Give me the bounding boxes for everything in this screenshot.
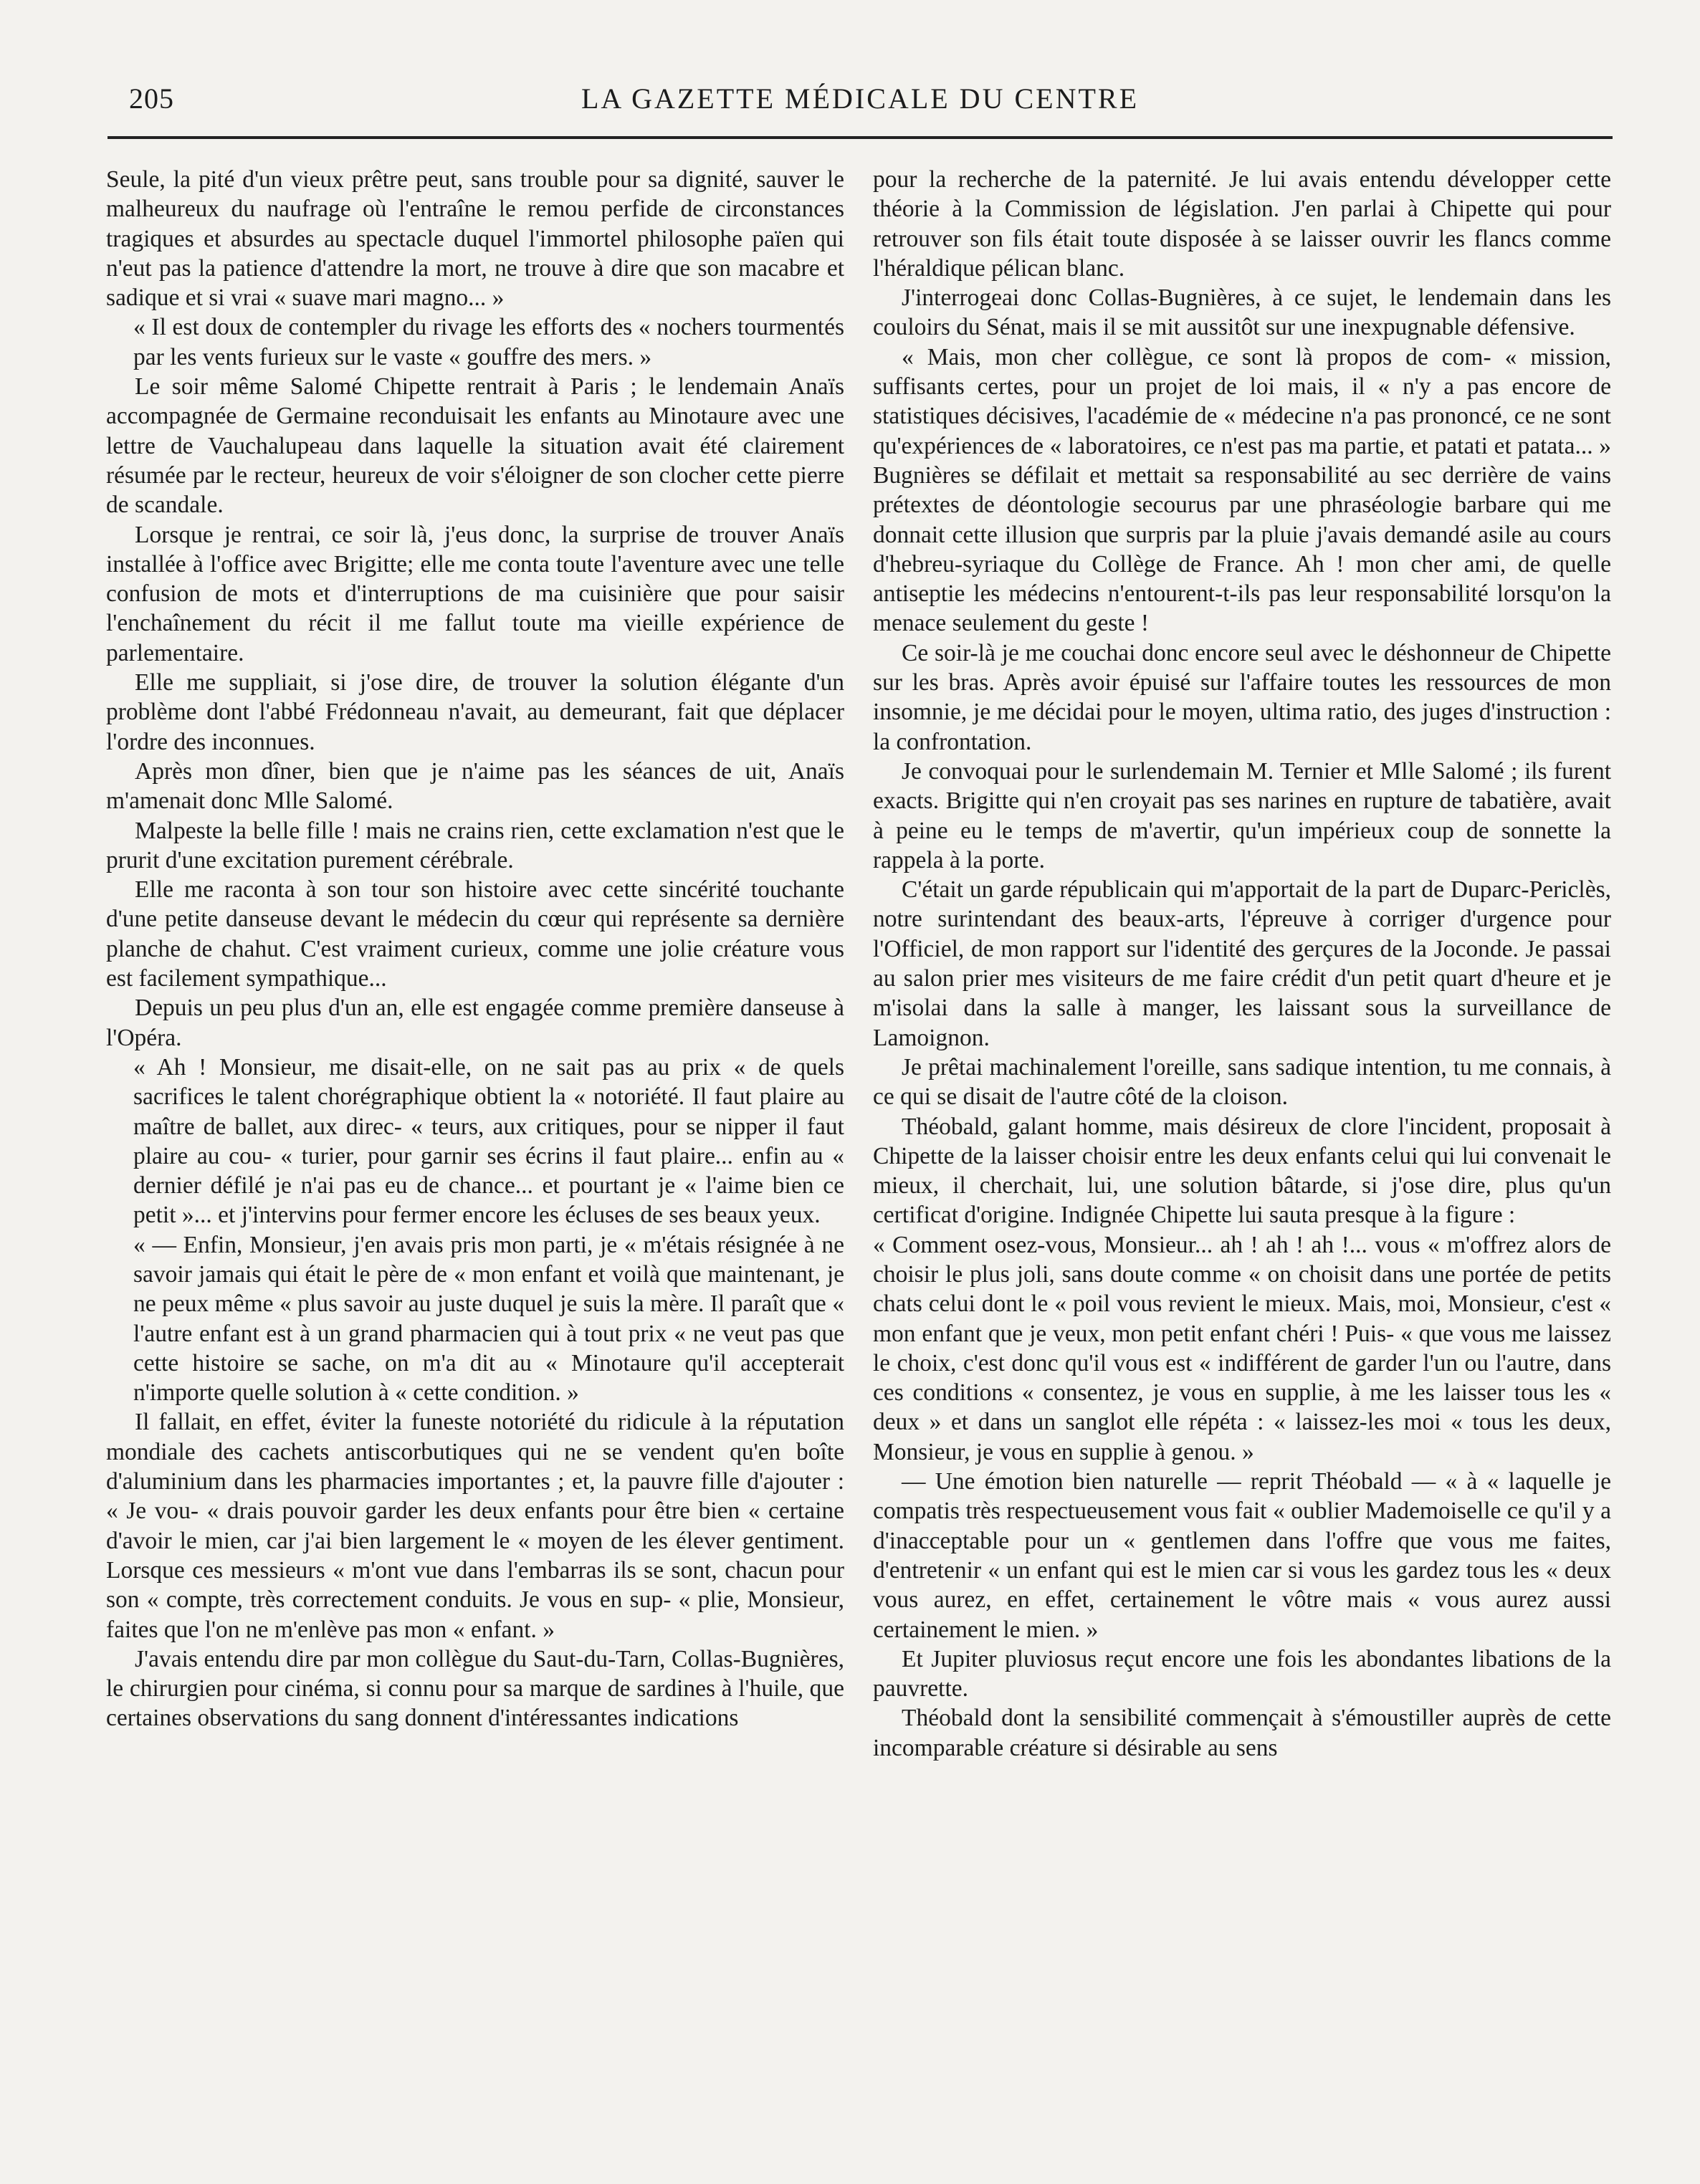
header-rule [108, 136, 1613, 139]
paragraph: Je prêtai machinalement l'oreille, sans sadique intention, tu me connais, à ce qui se disait de l'autre côté de la cloison. [873, 1053, 1611, 1111]
page-header [108, 77, 1613, 120]
left-column [106, 165, 844, 1733]
paragraph: Ce soir-là je me couchai donc encore seul avec le déshonneur de Chipette sur les bras. Après avoir épuisé sur l'affaire toutes les ressources de mon insomnie, je me décidai pour le moyen, ultima ratio, des juges d'instruction : la confrontation. [873, 639, 1611, 755]
quotation: « Il est doux de contempler du rivage les efforts des « nochers tourmentés par les vents furieux sur le vaste « gouffre des mers. » [133, 314, 844, 370]
paragraph: Malpeste la belle fille ! mais ne crains rien, cette exclamation n'est que le prurit d'une excitation purement cérébrale. [106, 817, 844, 873]
paragraph: Elle me raconta à son tour son histoire avec cette sincérité touchante d'une petite danseuse devant le médecin du cœur qui représente sa dernière planche de chahut. C'est vraiment curieux, comme une jolie créature vous est facilement sympathique... [106, 876, 844, 992]
paragraph: J'interrogeai donc Collas-Bugnières, à ce sujet, le lendemain dans les couloirs du Sénat, mais il se mit aussitôt sur une inexpugnable défensive. [873, 284, 1611, 341]
quotation: « Comment osez-vous, Monsieur... ah ! ah ! ah !... vous « m'offrez alors de choisir le plus joli, sans doute comme « on choisit dans une portée de petits chats celui dont le « poil vous revient le mieux. Mais, moi, Monsieur, c'est « mon enfant que je veux, mon petit enfant chéri ! Puis- « que vous me laissez le choix, c'est donc qu'il vous est « indifférent de garder l'un ou l'autre, dans ces conditions « consentez, je vous en supplie, à me les laisser tous les « deux » et dans un sanglot elle répéta : « laissez-les moi « tous les deux, Monsieur, je vous en supplie à genou. » [873, 1231, 1611, 1465]
page-number: 205 [129, 82, 174, 115]
right-column [873, 165, 1611, 1763]
paragraph: Seule, la pité d'un vieux prêtre peut, sans trouble pour sa dignité, sauver le malheureux du naufrage où l'entraîne le remou perfide de circonstances tragiques et absurdes au spectacle duquel l'immortel philosophe païen qui n'eut pas la patience d'attendre la mort, ne trouve à dire que son macabre et sadique et si vrai « suave mari magno... » [106, 166, 844, 312]
paragraph: Elle me suppliait, si j'ose dire, de trouver la solution élégante d'un problème dont l'abbé Frédonneau n'avait, au demeurant, fait que déplacer l'ordre des inconnues. [106, 669, 844, 755]
paragraph: Je convoquai pour le surlendemain M. Ternier et Mlle Salomé ; ils furent exacts. Brigitte qui n'en croyait pas ses narines en rupture de tabatière, avait à peine eu le temps de m'avertir, qu'un impérieux coup de sonnette la rappela à la porte. [873, 757, 1611, 873]
paragraph: J'avais entendu dire par mon collègue du Saut-du-Tarn, Collas-Bugnières, le chirurgien pour cinéma, si connu pour sa marque de sardines à l'huile, que certaines observations du sang donnent d'intéressantes indications [106, 1645, 844, 1732]
paragraph: Théobald, galant homme, mais désireux de clore l'incident, proposait à Chipette de la laisser choisir entre les deux enfants celui qui lui convenait le mieux, il cherchait, lui, une solution bâtarde, si j'ose dire, plus qu'un certificat d'origine. Indignée Chipette lui sauta presque à la figure : [873, 1113, 1611, 1229]
paragraph: — Une émotion bien naturelle — reprit Théobald — « à « laquelle je compatis très respectueusement vous fait « oublier Mademoiselle ce qu'il y a d'inacceptable pour un « gentlemen dans l'offre que vous me faites, d'entretenir « un enfant qui est le mien car si vous les gardez tous les « deux vous aurez, en effet, certainement le vôtre mais « vous aurez aussi certainement le mien. » [873, 1468, 1611, 1643]
paragraph: Depuis un peu plus d'un an, elle est engagée comme première danseuse à l'Opéra. [106, 995, 844, 1051]
running-title: LA GAZETTE MÉDICALE DU CENTRE [581, 82, 1139, 115]
paragraph: C'était un garde républicain qui m'apportait de la part de Duparc-Periclès, notre surintendant des beaux-arts, l'épreuve à corriger d'urgence pour l'Officiel, de mon rapport sur l'identité des gerçures de la Joconde. Je passai au salon prier mes visiteurs de me faire crédit d'un petit quart d'heure et je m'isolai dans la salle à manger, les laissant sous la surveillance de Lamoignon. [873, 876, 1611, 1051]
paragraph: Il fallait, en effet, éviter la funeste notoriété du ridicule à la réputation mondiale des cachets antiscorbutiques qui ne se vendent qu'en boîte d'aluminium dans les pharmacies importantes ; et, la pauvre fille d'ajouter : « Je vou- « drais pouvoir garder les deux enfants pour être bien « certaine d'avoir le mien, car j'ai bien largement le « moyen de les élever gentiment. Lorsque ces messieurs « m'ont vue dans l'embarras ils se sont, chacun pour son « compte, très correctement conduits. Je vous en sup- « plie, Monsieur, faites que l'on ne m'enlève pas mon « enfant. » [106, 1409, 844, 1643]
paragraph: Le soir même Salomé Chipette rentrait à Paris ; le lendemain Anaïs accompagnée de Germaine reconduisait les enfants au Minotaure avec une lettre de Vauchalupeau dans laquelle la situation avait été clairement résumée par le recteur, heureux de voir s'éloigner de son clocher cette pierre de scandale. [106, 373, 844, 519]
paragraph: « Mais, mon cher collègue, ce sont là propos de com- « mission, suffisants certes, pour un projet de loi mais, il « n'y a pas encore de statistiques décisives, l'académie de « médecine n'a pas prononcé, ce ne sont qu'expériences de « laboratoires, ce n'est pas ma partie, et patati et patata... » Bugnières se défilait et mettait sa responsabilité au sec derrière de vains prétextes de déontologie secourus par une phraséologie barbare qui me donnait cette illusion que surpris par la pluie j'avais demandé asile au cours d'hebreu-syriaque du Collège de France. Ah ! mon cher ami, de quelle antiseptie les médecins n'entourent-t-ils pas leur responsabilité lorsqu'on la menace seulement du geste ! [873, 343, 1611, 637]
paragraph: Lorsque je rentrai, ce soir là, j'eus donc, la surprise de trouver Anaïs installée à l'office avec Brigitte; elle me conta toute l'aventure avec une telle confusion de mots et d'interruptions de ma cuisinière que pour saisir l'enchaînement du récit il me fallut toute ma vieille expérience de parlementaire. [106, 521, 844, 666]
quotation: « — Enfin, Monsieur, j'en avais pris mon parti, je « m'étais résignée à ne savoir jamais qui était le père de « mon enfant et voilà que maintenant, je ne peux même « plus savoir au juste duquel je suis la mère. Il paraît que « l'autre enfant est à un grand pharmacien qui à tout prix « ne veut pas que cette histoire se sache, on m'a dit au « Minotaure qu'il accepterait n'importe quelle solution à « cette condition. » [133, 1231, 844, 1407]
paragraph: pour la recherche de la paternité. Je lui avais entendu développer cette théorie à la Commission de législation. J'en parlai à Chipette qui pour retrouver son fils était toute disposée à se laisser ouvrir les flancs comme l'héraldique pélican blanc. [873, 166, 1611, 282]
paragraph: Théobald dont la sensibilité commençait à s'émoustiller auprès de cette incomparable créature si désirable au sens [873, 1705, 1611, 1761]
paragraph: Après mon dîner, bien que je n'aime pas les séances de uit, Anaïs m'amenait donc Mlle Salomé. [106, 757, 844, 815]
quotation: « Ah ! Monsieur, me disait-elle, on ne sait pas au prix « de quels sacrifices le talent chorégraphique obtient la « notoriété. Il faut plaire au maître de ballet, aux direc- « teurs, aux critiques, pour se nipper il faut plaire au cou- « turier, pour garnir ses écrins il faut plaire... enfin au « dernier défilé je n'ai pas eu de chance... et pourtant je « l'aime bien ce petit »... et j'intervins pour fermer encore les écluses de ses beaux yeux. [133, 1053, 844, 1229]
paragraph: Et Jupiter pluviosus reçut encore une fois les abondantes libations de la pauvrette. [873, 1645, 1611, 1702]
